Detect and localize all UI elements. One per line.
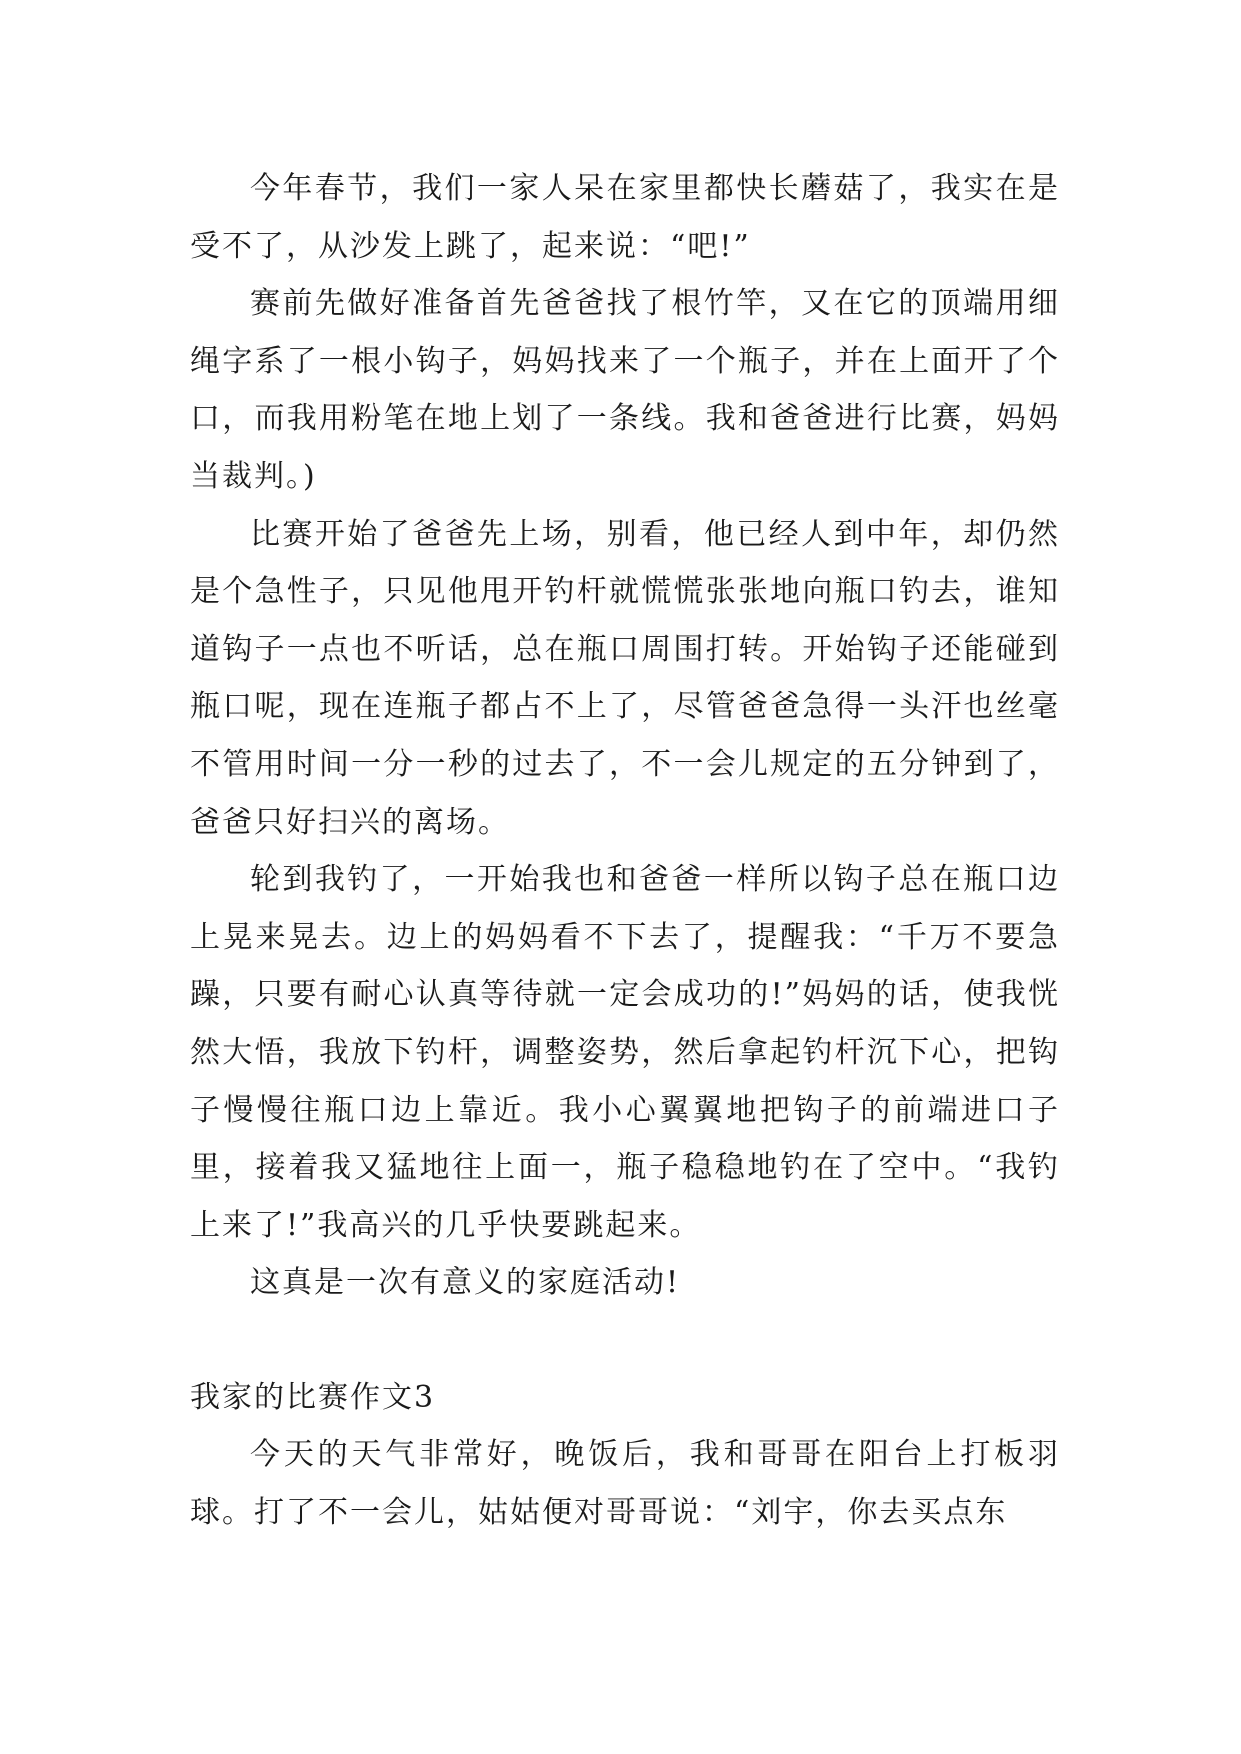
section-heading: 我家的比赛作文3	[190, 1379, 436, 1415]
section-spacer	[190, 1312, 1060, 1369]
paragraph-father-turn: 比赛开始了爸爸先上场，别看，他已经人到中年，却仍然是个急性子，只见他甩开钓杆就慌慌张张地向瓶口钓去，谁知道钩子一点也不听话，总在瓶口周围打转。开始钩子还能碰到瓶口呢，现在连瓶子都占不上了，尽管爸爸急得一头汗也丝毫不管用时间一分一秒的过去了，不一会儿规定的五分钟到了，爸爸只好扫兴的离场。	[190, 516, 1060, 840]
document-body	[190, 160, 1060, 1542]
paragraph-badminton: 今天的天气非常好，晚饭后，我和哥哥在阳台上打板羽球。打了不一会儿，姑姑便对哥哥说：“刘宇，你去买点东	[190, 1437, 1060, 1531]
paragraph-preparation: 赛前先做好准备首先爸爸找了根竹竿，又在它的顶端用细绳字系了一根小钩子，妈妈找来了一个瓶子，并在上面开了个口，而我用粉笔在地上划了一条线。我和爸爸进行比赛，妈妈当裁判。)	[190, 286, 1060, 494]
paragraph-conclusion: 这真是一次有意义的家庭活动!	[250, 1265, 681, 1301]
paragraph-my-turn: 轮到我钓了，一开始我也和爸爸一样所以钩子总在瓶口边上晃来晃去。边上的妈妈看不下去了，提醒我：“千万不要急躁，只要有耐心认真等待就一定会成功的!”妈妈的话，使我恍然大悟，我放下钓杆，调整姿势，然后拿起钓杆沉下心，把钩子慢慢往瓶口边上靠近。我小心翼翼地把钩子的前端进口子里，接着我又猛地往上面一，瓶子稳稳地钓在了空中。“我钓上来了!”我高兴的几乎快要跳起来。	[190, 862, 1060, 1243]
paragraph-spring-festival: 今年春节，我们一家人呆在家里都快长蘑菇了，我实在是受不了，从沙发上跳了，起来说：“吧!”	[190, 171, 1060, 264]
